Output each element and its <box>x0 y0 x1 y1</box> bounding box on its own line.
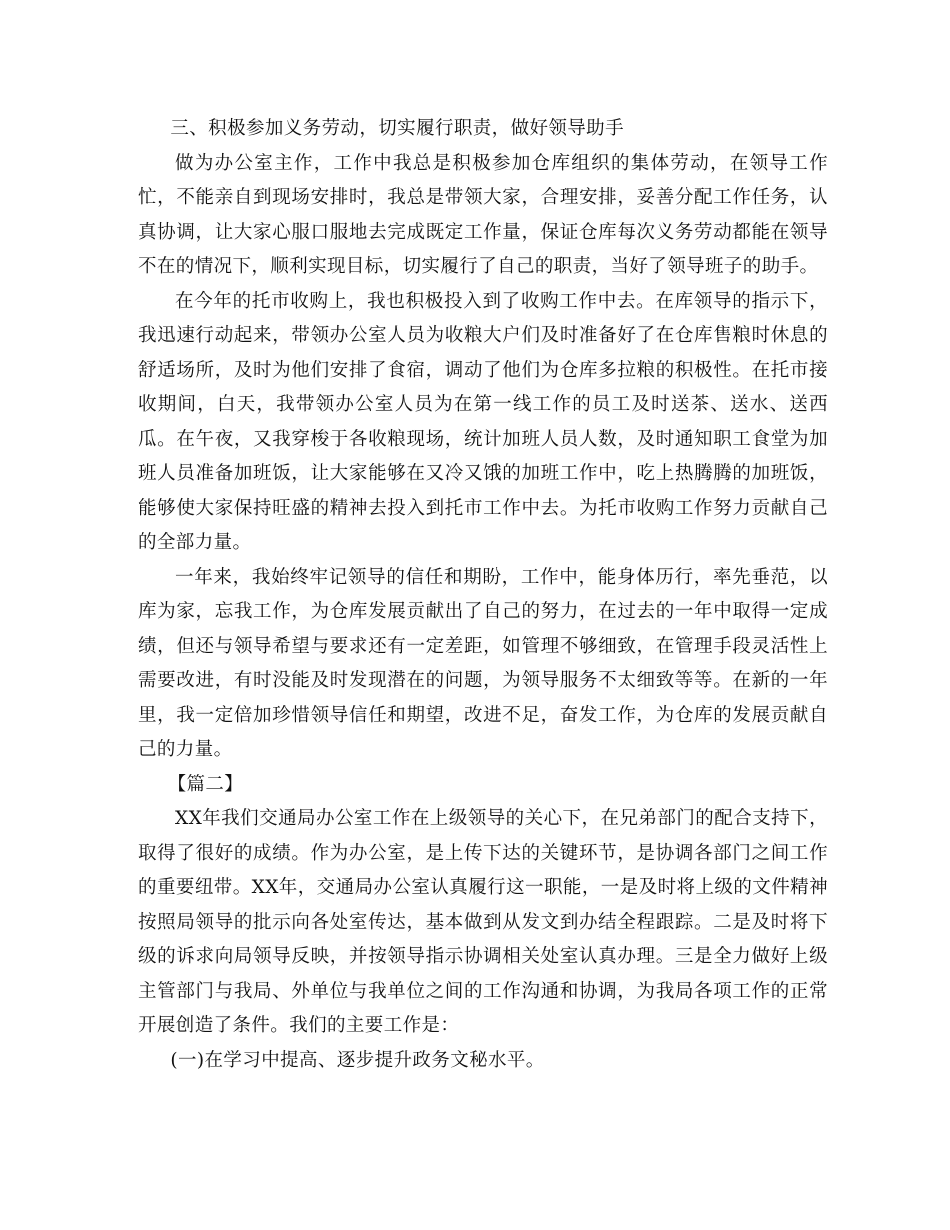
paragraph: 做为办公室主作，工作中我总是积极参加仓库组织的集体劳动，在领导工作忙，不能亲自到现场安排时，我总是带领大家，合理安排，妥善分配工作任务，认真协调，让大家心服口服地去完成既定工作量，保证仓库每次义务劳动都能在领导不在的情况下，顺利实现目标，切实履行了自己的职责，当好了领导班子的助手。 <box>138 152 828 277</box>
subsection-heading: (一)在学习中提高、逐步提升政务文秘水平。 <box>170 1049 545 1071</box>
document-body <box>138 112 828 1078</box>
part-title: 【篇二】 <box>167 773 244 795</box>
section-heading: 三、积极参加义务劳动，切实履行职责，做好领导助手 <box>170 118 624 139</box>
paragraph: 在今年的托市收购上，我也积极投入到了收购工作中去。在库领导的指示下，我迅速行动起来，带领办公室人员为收粮大户们及时准备好了在仓库售粮时休息的舒适场所，及时为他们安排了食宿，调动了他们为仓库多拉粮的积极性。在托市接收期间，白天，我带领办公室人员为在第一线工作的员工及时送茶、送水、送西瓜。在午夜，又我穿梭于各收粮现场，统计加班人员人数，及时通知职工食堂为加班人员准备加班饭，让大家能够在又冷又饿的加班工作中，吃上热腾腾的加班饭，能够使大家保持旺盛的精神去投入到托市工作中去。为托市收购工作努力贡献自己的全部力量。 <box>138 290 828 553</box>
paragraph: XX年我们交通局办公室工作在上级领导的关心下，在兄弟部门的配合支持下，取得了很好的成绩。作为办公室，是上传下达的关键环节，是协调各部门之间工作的重要纽带。XX年，交通局办公室认真履行这一职能，一是及时将上级的文件精神按照局领导的批示向各处室传达，基本做到从发文到办结全程跟踪。二是及时将下级的诉求向局领导反映，并按领导指示协调相关处室认真办理。三是全力做好上级主管部门与我局、外单位与我单位之间的工作沟通和协调，为我局各项工作的正常开展创造了条件。我们的主要工作是： <box>138 808 828 1036</box>
paragraph: 一年来，我始终牢记领导的信任和期盼，工作中，能身体历行，率先垂范，以库为家，忘我工作，为仓库发展贡献出了自己的努力，在过去的一年中取得一定成绩，但还与领导希望与要求还有一定差距，如管理不够细致，在管理手段灵活性上需要改进，有时没能及时发现潜在的问题，为领导服务不太细致等等。在新的一年里，我一定倍加珍惜领导信任和期望，改进不足，奋发工作，为仓库的发展贡献自己的力量。 <box>138 566 828 760</box>
